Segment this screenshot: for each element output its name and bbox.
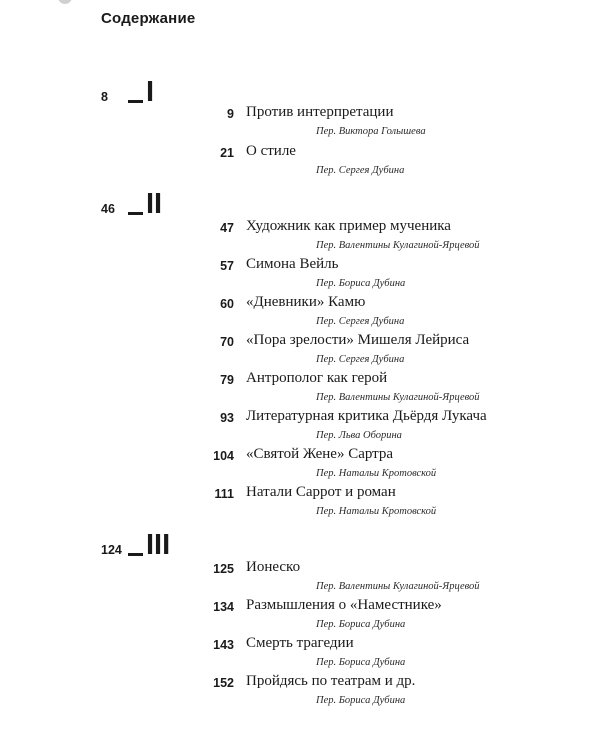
- entry-title[interactable]: Литературная критика Дьёрдя Лукача: [246, 408, 487, 424]
- page-title: Содержание: [101, 10, 196, 27]
- entry-translator: Пер. Натальи Кротовской: [316, 506, 437, 517]
- entry-page-number[interactable]: 93: [220, 411, 234, 425]
- part-heading: [128, 190, 162, 219]
- entry-page-number[interactable]: 9: [227, 107, 234, 121]
- entry-title[interactable]: Антрополог как герой: [246, 370, 388, 386]
- entry-title[interactable]: «Пора зрелости» Мишеля Лейриса: [246, 332, 470, 348]
- entry-page-number[interactable]: 143: [213, 638, 234, 652]
- entry-page-number[interactable]: 79: [220, 373, 234, 387]
- entry-translator: Пер. Бориса Дубина: [316, 278, 406, 289]
- entry-title[interactable]: Размышления о «Наместнике»: [246, 597, 442, 613]
- entry-page-number[interactable]: 111: [214, 487, 234, 501]
- part-page-number: 8: [101, 90, 108, 104]
- entry-title[interactable]: О стиле: [246, 143, 296, 159]
- entry-page-number[interactable]: 125: [213, 562, 234, 576]
- entry-page-number[interactable]: 60: [220, 297, 234, 311]
- part-roman-numeral: III: [146, 529, 171, 561]
- entry-title[interactable]: Художник как пример мученика: [246, 218, 451, 234]
- entry-page-number[interactable]: 134: [213, 600, 234, 614]
- entry-title[interactable]: Симона Вейль: [246, 256, 339, 272]
- entry-title[interactable]: Смерть трагедии: [246, 635, 354, 651]
- entry-translator: Пер. Бориса Дубина: [316, 657, 406, 668]
- entry-translator: Пер. Валентины Кулагиной-Ярцевой: [316, 581, 480, 592]
- entry-translator: Пер. Бориса Дубина: [316, 619, 406, 630]
- entry-page-number[interactable]: 70: [220, 335, 234, 349]
- part-page-number: 46: [101, 202, 115, 216]
- entry-translator: Пер. Сергея Дубина: [316, 354, 405, 365]
- entry-title[interactable]: «Дневники» Камю: [246, 294, 366, 310]
- entry-translator: Пер. Бориса Дубина: [316, 695, 406, 706]
- part-heading: [128, 531, 170, 560]
- entry-title[interactable]: Ионеско: [246, 559, 301, 575]
- entry-title[interactable]: Пройдясь по театрам и др.: [246, 673, 416, 689]
- entry-translator: Пер. Валентины Кулагиной-Ярцевой: [316, 392, 480, 403]
- entry-page-number[interactable]: 57: [220, 259, 234, 273]
- entry-translator: Пер. Сергея Дубина: [316, 316, 405, 327]
- entry-page-number[interactable]: 152: [213, 676, 234, 690]
- part-dash: [128, 212, 143, 215]
- entry-page-number[interactable]: 104: [213, 449, 234, 463]
- entry-translator: Пер. Виктора Голышева: [316, 126, 426, 137]
- part-dash: [128, 553, 143, 556]
- page-corner-mark: [58, 0, 72, 4]
- part-page-number: 124: [101, 543, 122, 557]
- entry-translator: Пер. Сергея Дубина: [316, 165, 405, 176]
- part-roman-numeral: II: [146, 188, 163, 220]
- entry-title[interactable]: «Святой Жене» Сартра: [246, 446, 394, 462]
- entry-translator: Пер. Льва Оборина: [316, 430, 402, 441]
- part-heading: [128, 78, 154, 107]
- entry-translator: Пер. Валентины Кулагиной-Ярцевой: [316, 240, 480, 251]
- entry-page-number[interactable]: 21: [220, 146, 234, 160]
- part-roman-numeral: I: [146, 76, 155, 108]
- entry-page-number[interactable]: 47: [220, 221, 234, 235]
- part-dash: [128, 100, 143, 103]
- entry-title[interactable]: Против интерпретации: [246, 104, 394, 120]
- entry-translator: Пер. Натальи Кротовской: [316, 468, 437, 479]
- entry-title[interactable]: Натали Саррот и роман: [246, 484, 396, 500]
